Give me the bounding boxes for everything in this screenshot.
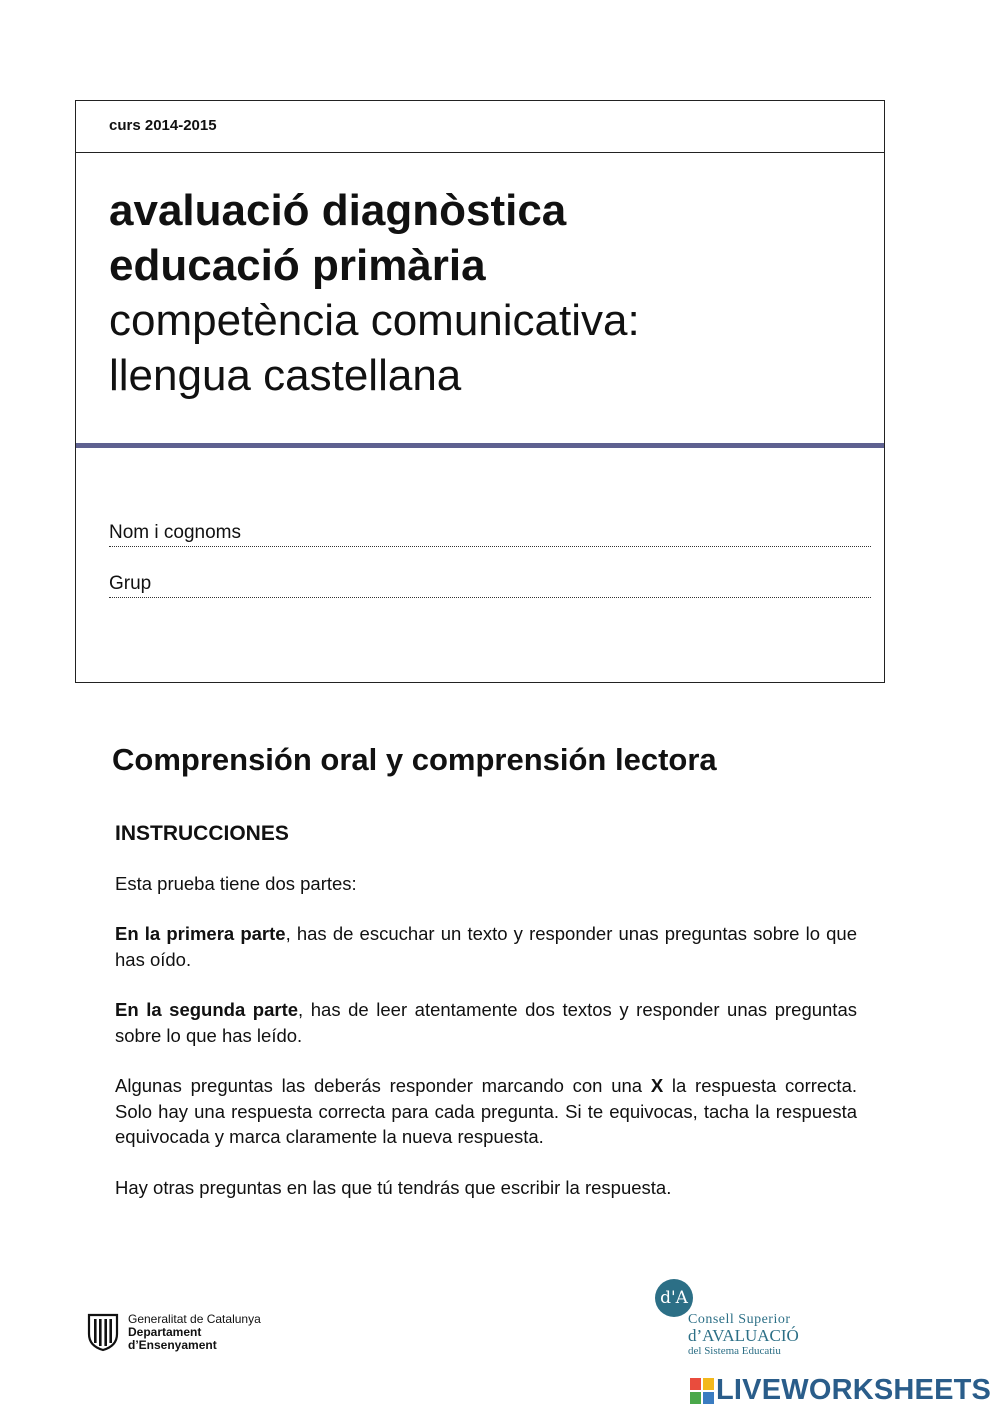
gencat-text	[128, 1313, 261, 1352]
intro-text: Esta prueba tiene dos partes:	[115, 872, 357, 894]
marking-after: la respuesta correcta. Solo hay una respuesta correcta para cada pregunta. Si te equivocas, tacha la respuesta equivocada y marca claramente la nueva respuesta.	[115, 1075, 858, 1147]
group-field-label: Grup	[109, 573, 152, 594]
cover-box	[75, 100, 885, 683]
instructions-heading: INSTRUCCIONES	[115, 822, 289, 845]
part1-label: En la primera parte	[115, 923, 286, 944]
liveworksheets-watermark	[690, 1374, 991, 1407]
instructions-intro	[115, 871, 857, 897]
writing-text: Hay otras preguntas en las que tú tendrás que escribir la respuesta.	[115, 1176, 672, 1198]
instructions-writing	[115, 1175, 857, 1201]
marking-x: X	[650, 1075, 664, 1096]
divider-bar	[76, 443, 884, 448]
marking-before: Algunas preguntas las deberás responder marcando con una	[115, 1075, 651, 1096]
name-field[interactable]	[109, 522, 871, 547]
title-line-1: avaluació diagnòstica	[109, 186, 567, 235]
csa-logo	[655, 1279, 815, 1359]
title-line-2: educació primària	[109, 241, 486, 290]
part2-text: , has de leer atentamente dos textos y responder unas preguntas sobre lo que has leído.	[115, 999, 857, 1046]
gencat-line-1: Generalitat de Catalunya	[128, 1311, 261, 1326]
liveworksheets-blocks-icon	[690, 1378, 714, 1404]
liveworksheets-text: LIVEWORKSHEETS	[716, 1374, 992, 1406]
csa-text	[688, 1312, 799, 1357]
instructions	[115, 821, 857, 1225]
instructions-part1	[115, 921, 857, 972]
title-block	[76, 153, 884, 403]
part1-text: , has de escuchar un texto y responder unas preguntas sobre lo que has oído.	[115, 923, 857, 970]
csa-line-3: del Sistema Educatiu	[688, 1345, 781, 1357]
course-year: curs 2014-2015	[76, 101, 884, 153]
subtitle-line-2: llengua castellana	[109, 351, 462, 400]
name-field-label: Nom i cognoms	[109, 522, 241, 543]
gencat-logo	[86, 1312, 261, 1352]
gencat-line-2: Departament	[128, 1324, 202, 1339]
part2-label: En la segunda parte	[115, 999, 299, 1020]
csa-line-1: Consell Superior	[688, 1312, 791, 1327]
gencat-line-3: d’Ensenyament	[128, 1337, 217, 1352]
subtitle-line-1: competència comunicativa:	[109, 296, 640, 345]
csa-line-2: d’AVALUACIÓ	[688, 1326, 799, 1345]
csa-badge: d'A	[655, 1279, 693, 1317]
instructions-marking	[115, 1073, 857, 1150]
section-title: Comprensión oral y comprensión lectora	[112, 742, 717, 777]
instructions-part2	[115, 997, 857, 1048]
group-field[interactable]	[109, 573, 871, 598]
gencat-emblem-icon	[86, 1312, 120, 1352]
